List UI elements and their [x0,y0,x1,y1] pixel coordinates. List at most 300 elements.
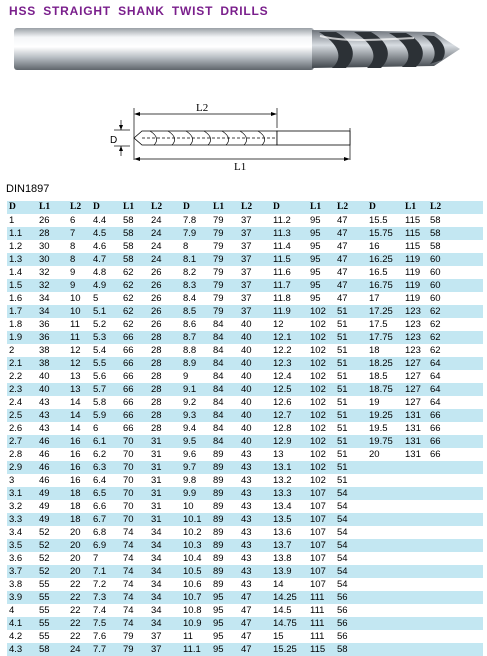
table-cell: 34 [149,617,181,630]
table-cell: 1.8 [9,319,23,330]
table-cell: 70 [121,435,149,448]
table-cell: 11 [68,331,91,344]
table-cell: 13.2 [273,475,292,486]
table-cell: 20 [70,553,81,564]
table-cell: 40 [241,319,252,330]
table-cell [403,604,428,617]
table-cell: 1.3 [7,253,37,266]
table-cell: 47 [335,227,367,240]
table-cell [428,526,483,539]
table-cell: 55 [39,605,50,616]
table-cell: 13.7 [271,539,308,552]
table-cell: 107 [308,487,335,500]
table-cell: 6.8 [93,527,107,538]
table-cell: 22 [68,591,91,604]
table-cell: 20 [68,565,91,578]
table-cell: 123 [403,305,428,318]
table-cell [428,591,483,604]
table-cell: 64 [428,357,483,370]
table-cell: 12.9 [271,435,308,448]
table-cell: 1 [9,215,15,226]
table-cell: 22 [70,631,81,642]
table-cell: 1.2 [9,241,23,252]
table-cell: 66 [428,435,483,448]
table-cell: 47 [337,293,348,304]
table-cell: 10.9 [181,617,211,630]
table-cell: 54 [337,553,348,564]
table-cell: 10.3 [181,539,211,552]
table-cell [428,474,483,487]
table-cell [428,578,483,591]
table-cell: 24 [149,253,181,266]
table-row [7,630,483,643]
table-cell: 7.2 [93,579,107,590]
table-cell: 62 [123,319,134,330]
table-cell [403,552,428,565]
column-header: L1 [37,201,68,214]
table-row [7,227,483,240]
table-cell: 60 [428,279,483,292]
table-cell: 6 [93,423,99,434]
table-cell: 5.8 [93,397,107,408]
table-cell: 9.7 [181,461,211,474]
table-cell: 34 [151,553,162,564]
table-cell: 2.6 [9,423,23,434]
table-cell: 32 [39,267,50,278]
table-cell: 89 [211,539,239,552]
table-cell [403,526,428,539]
table-cell: 16 [68,435,91,448]
table-cell: 3.9 [7,591,37,604]
table-cell [428,552,483,565]
table-cell: 10 [183,501,194,512]
table-cell: 102 [310,423,326,434]
table-cell: 54 [337,501,348,512]
table-cell: 89 [213,475,224,486]
table-cell: 102 [308,461,335,474]
table-cell: 7.8 [183,215,197,226]
table-cell: 47 [239,643,271,656]
table-cell: 2.8 [9,449,23,460]
column-header: D [367,201,403,214]
table-cell: 64 [430,371,441,382]
table-cell: 51 [337,345,348,356]
column-header: L2 [149,201,181,214]
label-l1: L1 [234,161,247,173]
table-row [7,305,483,318]
table-cell: 40 [239,383,271,396]
table-cell: 102 [308,409,335,422]
table-cell: 14.5 [273,605,292,616]
table-cell: 37 [151,631,162,642]
table-cell: 107 [310,553,326,564]
table-cell: 12.2 [273,345,292,356]
table-cell: 4 [9,605,15,616]
table-cell: 14 [273,579,284,590]
table-cell: 12.3 [271,357,308,370]
table-cell: 79 [213,241,224,252]
table-cell: 131 [403,435,428,448]
table-cell: 10 [70,293,81,304]
table-cell: 51 [335,331,367,344]
table-cell: 2.2 [9,371,23,382]
table-cell: 55 [39,631,50,642]
table-cell: 9 [68,279,91,292]
table-cell: 64 [430,397,441,408]
table-row [7,643,483,656]
table-cell: 102 [310,397,326,408]
table-cell: 16 [369,241,380,252]
table-cell: 40 [239,357,271,370]
table-cell: 8 [70,241,76,252]
table-cell: 13.4 [273,501,292,512]
table-cell: 26 [151,267,162,278]
table-cell: 66 [123,423,134,434]
table-cell: 95 [213,605,224,616]
table-cell: 46 [37,435,68,448]
column-header: L1 [403,201,428,214]
table-cell: 11.9 [271,305,308,318]
table-cell: 37 [239,253,271,266]
table-cell: 66 [430,449,441,460]
table-cell: 5.1 [91,305,121,318]
table-cell: 58 [123,215,134,226]
table-cell [428,565,483,578]
table-cell: 1.9 [7,331,37,344]
table-cell: 11.7 [271,279,308,292]
table-cell: 16 [68,461,91,474]
table-cell: 84 [213,319,224,330]
table-cell: 107 [308,513,335,526]
table-cell: 34 [151,527,162,538]
table-cell: 12.7 [271,409,308,422]
table-cell: 74 [121,617,149,630]
table-cell: 131 [403,409,428,422]
table-cell: 102 [310,319,326,330]
table-cell: 51 [337,449,348,460]
table-cell [367,513,403,526]
table-cell: 9.1 [181,383,211,396]
table-cell: 66 [430,423,441,434]
table-cell: 43 [37,409,68,422]
table-cell: 3.2 [9,501,23,512]
table-cell: 43 [239,487,271,500]
table-cell: 9.3 [181,409,211,422]
table-cell [428,604,483,617]
table-cell: 115 [405,241,421,252]
table-cell: 95 [308,227,335,240]
table-cell [367,591,403,604]
table-cell: 95 [310,241,321,252]
table-cell: 102 [308,305,335,318]
table-cell: 66 [121,357,149,370]
table-cell: 40 [39,371,50,382]
table-cell: 79 [121,643,149,656]
table-cell: 54 [337,579,348,590]
table-cell: 70 [121,487,149,500]
table-cell: 62 [430,345,441,356]
table-cell: 28 [149,383,181,396]
table-cell: 95 [308,253,335,266]
table-cell: 79 [123,631,134,642]
table-cell: 95 [213,631,224,642]
table-cell: 74 [121,591,149,604]
table-cell: 28 [149,331,181,344]
table-cell: 111 [308,591,335,604]
table-cell: 31 [149,513,181,526]
table-cell: 115 [403,227,428,240]
table-cell: 47 [335,253,367,266]
table-cell: 7.3 [91,591,121,604]
table-cell: 11.4 [273,241,291,252]
table-cell [403,630,428,643]
table-cell: 102 [308,435,335,448]
table-cell: 28 [151,423,162,434]
table-cell: 62 [121,279,149,292]
table-cell: 58 [430,241,441,252]
table-cell [403,617,428,630]
table-cell: 30 [39,241,50,252]
table-cell: 18 [369,345,380,356]
table-cell: 2.3 [7,383,37,396]
table-cell: 6.3 [91,461,121,474]
table-cell: 43 [241,501,252,512]
table-cell: 127 [403,383,428,396]
table-cell: 89 [213,579,224,590]
table-cell: 89 [213,449,224,460]
table-cell: 6.6 [93,501,107,512]
table-cell: 10.8 [183,605,202,616]
table-cell: 13.6 [273,527,292,538]
table-cell: 43 [241,475,252,486]
table-cell: 7.7 [91,643,121,656]
table-cell: 60 [428,253,483,266]
table-cell: 37 [239,305,271,318]
table-cell: 10 [68,305,91,318]
table-cell: 58 [37,643,68,656]
table-cell: 10.5 [181,565,211,578]
table-cell: 3.3 [7,513,37,526]
table-cell: 84 [211,435,239,448]
table-row [7,383,483,396]
table-cell: 89 [211,487,239,500]
table-cell: 79 [211,279,239,292]
table-cell: 43 [241,579,252,590]
table-cell: 79 [213,267,224,278]
table-cell: 9 [70,267,76,278]
table-cell: 58 [123,241,134,252]
table-cell [428,461,483,474]
table-cell: 28 [37,227,68,240]
table-row [7,461,483,474]
table-cell [403,487,428,500]
table-cell: 51 [335,305,367,318]
table-cell: 54 [337,527,348,538]
table-row [7,617,483,630]
table-cell: 28 [149,409,181,422]
table-cell: 62 [430,319,441,330]
table-cell: 22 [70,579,81,590]
table-cell: 95 [211,643,239,656]
table-cell: 3.8 [9,579,23,590]
table-cell: 3.5 [7,539,37,552]
table-cell: 60 [430,267,441,278]
table-row [7,292,483,305]
table-row [7,552,483,565]
table-row [7,279,483,292]
table-cell: 13.3 [271,487,308,500]
table-cell: 34 [151,605,162,616]
table-cell: 54 [335,487,367,500]
table-cell: 7.6 [93,631,107,642]
table-cell: 127 [405,397,421,408]
label-l2: L2 [196,102,209,114]
table-cell: 51 [335,357,367,370]
table-cell: 5.2 [93,319,107,330]
table-cell: 58 [428,227,483,240]
column-header: L1 [121,201,149,214]
table-cell: 26 [151,319,162,330]
table-cell: 84 [213,345,224,356]
table-cell: 43 [239,461,271,474]
table-cell: 11.2 [273,215,291,226]
table-cell [367,526,403,539]
table-cell: 51 [335,435,367,448]
table-cell: 15 [273,631,284,642]
table-cell: 19.5 [369,423,388,434]
table-row [7,539,483,552]
table-cell: 3.1 [7,487,37,500]
table-cell: 22 [70,605,81,616]
table-cell: 19 [369,397,380,408]
table-cell: 49 [37,487,68,500]
table-row [7,370,483,383]
table-cell: 16.25 [367,253,403,266]
table-cell: 43 [39,423,50,434]
table-cell: 102 [308,357,335,370]
drill-photo [14,22,474,76]
table-cell: 56 [335,591,367,604]
table-header-row [7,201,483,214]
table-cell: 70 [123,475,134,486]
table-cell: 18.75 [367,383,403,396]
table-row [7,500,483,513]
table-cell: 5.7 [91,383,121,396]
table-cell: 11.6 [273,267,291,278]
table-cell: 7.9 [181,227,211,240]
table-cell: 26 [39,215,50,226]
table-cell: 46 [39,475,50,486]
column-header: L2 [335,201,367,214]
table-cell: 20 [68,539,91,552]
table-cell: 43 [241,449,252,460]
table-cell: 43 [239,539,271,552]
table-cell: 8 [68,253,91,266]
table-cell: 70 [123,501,134,512]
table-cell: 31 [149,435,181,448]
table-row [7,318,483,331]
table-cell: 6.4 [93,475,107,486]
table-cell: 47 [337,267,348,278]
table-cell: 49 [39,501,50,512]
table-cell: 11 [183,631,193,642]
table-cell: 84 [213,423,224,434]
table-cell: 107 [310,501,326,512]
table-cell: 64 [428,383,483,396]
column-header: D [7,201,37,214]
table-cell: 54 [335,565,367,578]
table-cell: 119 [405,267,421,278]
table-cell: 66 [123,371,134,382]
table-cell [428,539,483,552]
table-cell: 7.4 [93,605,107,616]
table-cell: 107 [308,565,335,578]
table-cell: 89 [213,553,224,564]
table-cell: 58 [121,227,149,240]
table-cell: 84 [211,409,239,422]
table-cell: 11.3 [271,227,308,240]
table-cell: 15.25 [271,643,308,656]
table-cell: 55 [37,617,68,630]
table-cell: 123 [405,345,421,356]
table-cell: 46 [37,461,68,474]
table-cell: 66 [121,331,149,344]
table-cell: 9.4 [183,423,197,434]
table-cell: 62 [123,267,134,278]
table-cell: 18.25 [367,357,403,370]
table-cell: 8 [183,241,189,252]
table-cell: 95 [310,293,321,304]
table-cell: 14.75 [271,617,308,630]
table-cell: 2 [9,345,15,356]
table-cell: 28 [149,357,181,370]
table-cell: 37 [239,279,271,292]
table-cell: 2.4 [9,397,23,408]
table-cell: 70 [121,461,149,474]
table-cell: 123 [403,331,428,344]
table-row [7,214,483,227]
table-cell: 36 [37,331,68,344]
table-cell [428,513,483,526]
table-cell: 95 [308,279,335,292]
table-cell: 66 [428,409,483,422]
table-cell: 40 [239,409,271,422]
table-cell: 4.7 [91,253,121,266]
table-cell: 43 [241,553,252,564]
table-cell: 12 [70,345,81,356]
table-cell: 8.8 [183,345,197,356]
table-cell: 119 [403,253,428,266]
table-cell: 74 [123,605,134,616]
table-cell [367,539,403,552]
column-header: L2 [428,201,483,214]
table-cell: 131 [405,423,421,434]
table-cell: 111 [308,617,335,630]
table-cell: 115 [308,643,335,656]
table-cell: 56 [337,631,348,642]
standard-label: DIN1897 [6,183,50,195]
table-cell: 47 [337,215,348,226]
table-cell: 12 [68,357,91,370]
table-cell: 37 [241,267,252,278]
table-cell: 58 [430,215,441,226]
table-cell: 49 [37,513,68,526]
table-row [7,604,483,617]
table-cell: 8.3 [181,279,211,292]
table-cell: 1.5 [7,279,37,292]
table-cell: 8.2 [183,267,197,278]
table-cell: 66 [121,409,149,422]
